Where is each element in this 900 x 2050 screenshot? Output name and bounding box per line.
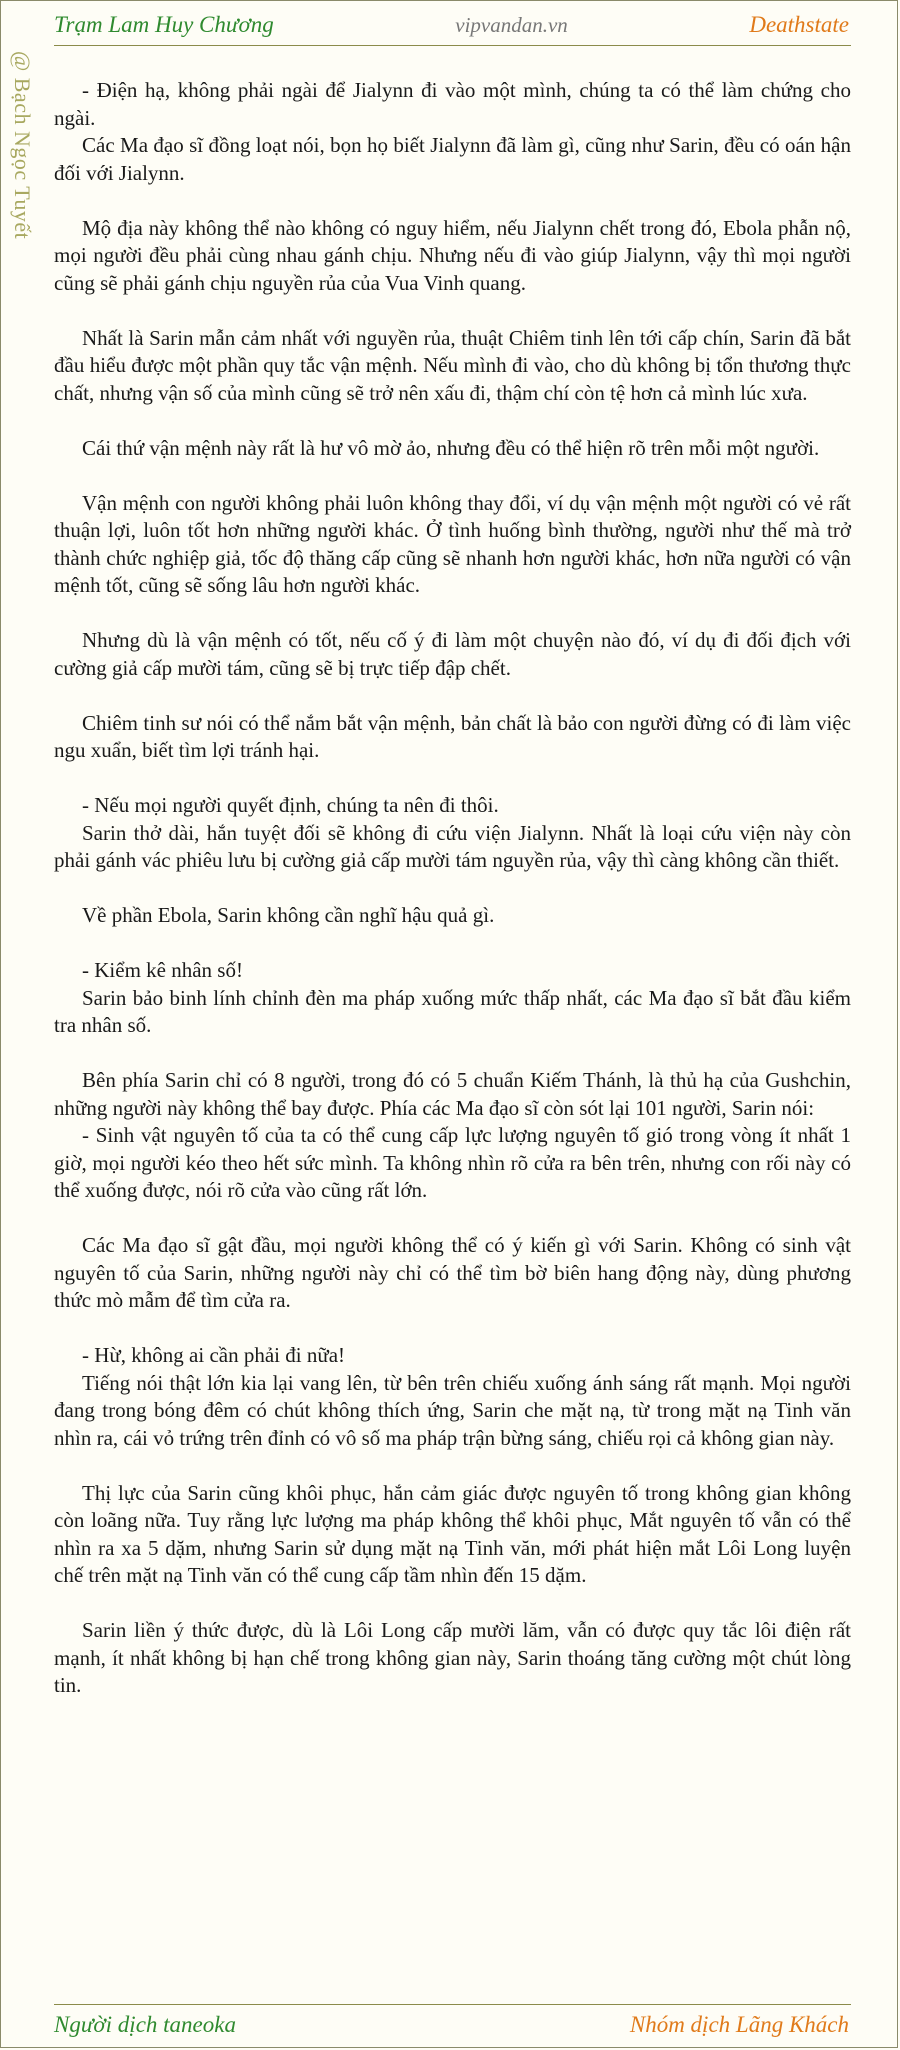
- paragraph: Nhất là Sarin mẫn cảm nhất với nguyền rủa, thuật Chiêm tinh lên tới cấp chín, Sarin đã bắt đầu hiểu được một phần quy tắc vận mệnh. Nếu mình đi vào, cho dù không bị tổn thương thực chất, nhưng vận số của mình cũng sẽ trở nên xấu đi, thậm chí còn tệ hơn cả mình lúc xưa.: [54, 325, 851, 405]
- paragraph: Bên phía Sarin chỉ có 8 người, trong đó có 5 chuẩn Kiếm Thánh, là thủ hạ của Gushchin, những người này không thể bay được. Phía các Ma đạo sĩ còn sót lại 101 người, Sarin nói:: [54, 1068, 851, 1120]
- paragraph: - Hừ, không ai cần phải đi nữa!: [82, 1343, 346, 1367]
- paragraph: Thị lực của Sarin cũng khôi phục, hắn cảm giác được nguyên tố trong không gian không còn loãng nữa. Tuy rằng lực lượng ma pháp không thể khôi phục, Mắt nguyên tố vẫn có thể nhìn ra xa 5 dặm, nhưng Sarin sử dụng mặt nạ Tinh văn, mới phát hiện mắt Lôi Long luyện chế trên mặt nạ Tinh văn có thể cung cấp tầm nhìn đến 15 dặm.: [54, 1480, 851, 1587]
- paragraph: Sarin liền ý thức được, dù là Lôi Long cấp mười lăm, vẫn có được quy tắc lôi điện rất mạnh, ít nhất không bị hạn chế trong không gian này, Sarin thoáng tăng cường một chút lòng tin.: [54, 1618, 851, 1697]
- paragraph: Vận mệnh con người không phải luôn không thay đổi, ví dụ vận mệnh một người có vẻ rất thuận lợi, luôn tốt hơn những người khác. Ở tình huống bình thường, người như thế mà trở thành chức nghiệp giả, tốc độ thăng cấp cũng sẽ nhanh hơn người khác, hơn nữa người có vận mệnh tốt, cũng sẽ sống lâu hơn người khác.: [54, 490, 851, 597]
- footer-translator: Người dịch taneoka: [54, 2012, 236, 2037]
- page-header: [54, 9, 849, 41]
- header-divider: [54, 45, 851, 46]
- paragraph: Cái thứ vận mệnh này rất là hư vô mờ ảo, nhưng đều có thể hiện rõ trên mỗi một người.: [82, 435, 820, 460]
- paragraph: Các Ma đạo sĩ gật đầu, mọi người không thể có ý kiến gì với Sarin. Không có sinh vật nguyên tố của Sarin, những người này chỉ có thể tìm bờ biên hang động này, dùng phương thức mò mẫm để tìm cửa ra.: [54, 1233, 851, 1312]
- paragraph: - Điện hạ, không phải ngài để Jialynn đi vào một mình, chúng ta có thể làm chứng cho ngài.: [54, 78, 851, 130]
- paragraph: Sarin bảo binh lính chỉnh đèn ma pháp xuống mức thấp nhất, các Ma đạo sĩ bắt đầu kiểm tra nhân số.: [54, 985, 851, 1037]
- paragraph: Về phần Ebola, Sarin không cần nghĩ hậu quả gì.: [82, 903, 495, 927]
- header-site-name: Trạm Lam Huy Chương: [54, 12, 274, 37]
- paragraph: Mộ địa này không thể nào không có nguy hiểm, nếu Jialynn chết trong đó, Ebola phẫn nộ, mọi người đều phải cùng nhau gánh chịu. Nhưng nếu đi vào giúp Jialynn, vậy thì mọi người cũng sẽ phải gánh chịu nguyền rủa của Vua Vinh quang.: [54, 215, 851, 295]
- paragraph: - Sinh vật nguyên tố của ta có thể cung cấp lực lượng nguyên tố gió trong vòng ít nhất 1 giờ, mọi người kéo theo hết sức mình. Ta không nhìn rõ cửa ra bên trên, nhưng con rối này có thể xuống được, nói rõ cửa vào cũng rất lớn.: [54, 1123, 851, 1202]
- paragraph: Các Ma đạo sĩ đồng loạt nói, bọn họ biết Jialynn đã làm gì, cũng như Sarin, đều có oán hận đối với Jialynn.: [54, 133, 851, 185]
- header-book-title: Deathstate: [749, 12, 849, 37]
- header-website: vipvandan.vn: [455, 12, 568, 37]
- side-watermark-text: @ Bạch Ngọc Tuyết: [10, 51, 35, 240]
- footer-group: Nhóm dịch Lãng Khách: [629, 2012, 849, 2037]
- paragraph: Nhưng dù là vận mệnh có tốt, nếu cố ý đi làm một chuyện nào đó, ví dụ đi đối địch với cường giả cấp mười tám, cũng sẽ bị trực tiếp đập chết.: [54, 628, 851, 680]
- paragraph: Sarin thở dài, hắn tuyệt đối sẽ không đi cứu viện Jialynn. Nhất là loại cứu viện này còn phải gánh vác phiêu lưu bị cường giả cấp mười tám nguyền rủa, vậy thì càng không cần thiết.: [54, 820, 851, 872]
- footer-divider: [54, 2004, 851, 2005]
- chapter-body: [54, 77, 851, 1700]
- paragraph: - Kiểm kê nhân số!: [82, 958, 243, 982]
- page-footer: [54, 2009, 849, 2041]
- paragraph: - Nếu mọi người quyết định, chúng ta nên đi thôi.: [82, 793, 499, 817]
- paragraph: Chiêm tinh sư nói có thể nắm bắt vận mệnh, bản chất là bảo con người đừng có đi làm việc ngu xuẩn, biết tìm lợi tránh hại.: [54, 710, 851, 762]
- side-watermark: [9, 51, 41, 291]
- paragraph: Tiếng nói thật lớn kia lại vang lên, từ bên trên chiếu xuống ánh sáng rất mạnh. Mọi người đang trong bóng đêm có chút không thích ứng, Sarin che mặt nạ, từ trong mặt nạ Tinh văn nhìn ra, cái vỏ trứng trên đỉnh có vô số ma pháp trận bừng sáng, chiếu rọi cả không gian này.: [54, 1370, 851, 1450]
